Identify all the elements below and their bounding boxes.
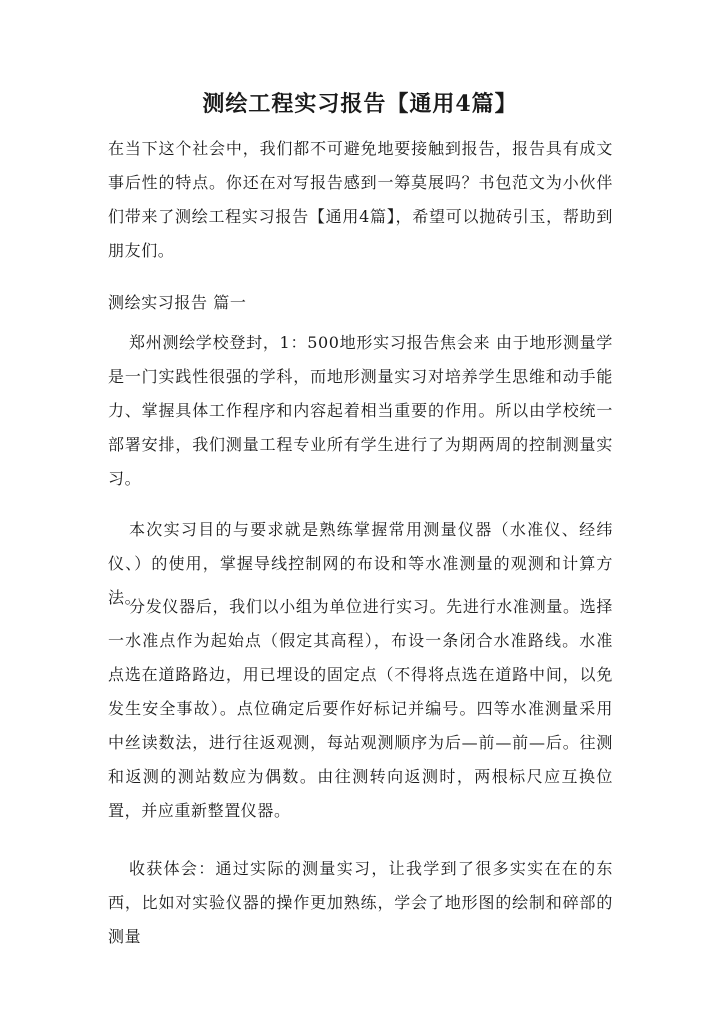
body-paragraph-1: 郑州测绘学校登封，1：500地形实习报告焦会来 由于地形测量学是一门实践性很强的学科，而地形测量实习对培养学生思维和动手能力、掌握具体工作程序和内容起着相当重要的作用。所以由学校统一部署安排，我们测量工程专业所有学生进行了为期两周的控制测量实习。 — [108, 333, 613, 488]
body-paragraph-4: 收获体会：通过实际的测量实习，让我学到了很多实实在在的东西，比如对实验仪器的操作更加熟练，学会了地形图的绘制和碎部的测量 — [108, 859, 613, 946]
section-heading: 测绘实习报告 篇一 — [108, 293, 247, 312]
intro-paragraph: 在当下这个社会中，我们都不可避免地要接触到报告，报告具有成文事后性的特点。你还在对写报告感到一筹莫展吗？书包范文为小伙伴们带来了测绘工程实习报告【通用4篇】，希望可以抛砖引玉，帮助到朋友们。 — [108, 139, 613, 260]
body-paragraph-2: 本次实习目的与要求就是熟练掌握常用测量仪器（水准仪、经纬仪、）的使用，掌握导线控制网的布设和等水准测量的观测和计算方法。 — [108, 520, 613, 607]
document-title: 测绘工程实习报告【通用4篇】 — [202, 91, 518, 117]
body-paragraph-3: 分发仪器后，我们以小组为单位进行实习。先进行水准测量。选择一水准点作为起始点（假定其高程），布设一条闭合水准路线。水准点选在道路路边，用已埋设的固定点（不得将点选在道路中间，以免发生安全事故）。点位确定后要作好标记并编号。四等水准测量采用中丝读数法，进行往返观测，每站观测顺序为后—前—前—后。往测和返测的测站数应为偶数。由往测转向返测时，两根标尺应互换位置，并应重新整置仪器。 — [108, 597, 613, 820]
